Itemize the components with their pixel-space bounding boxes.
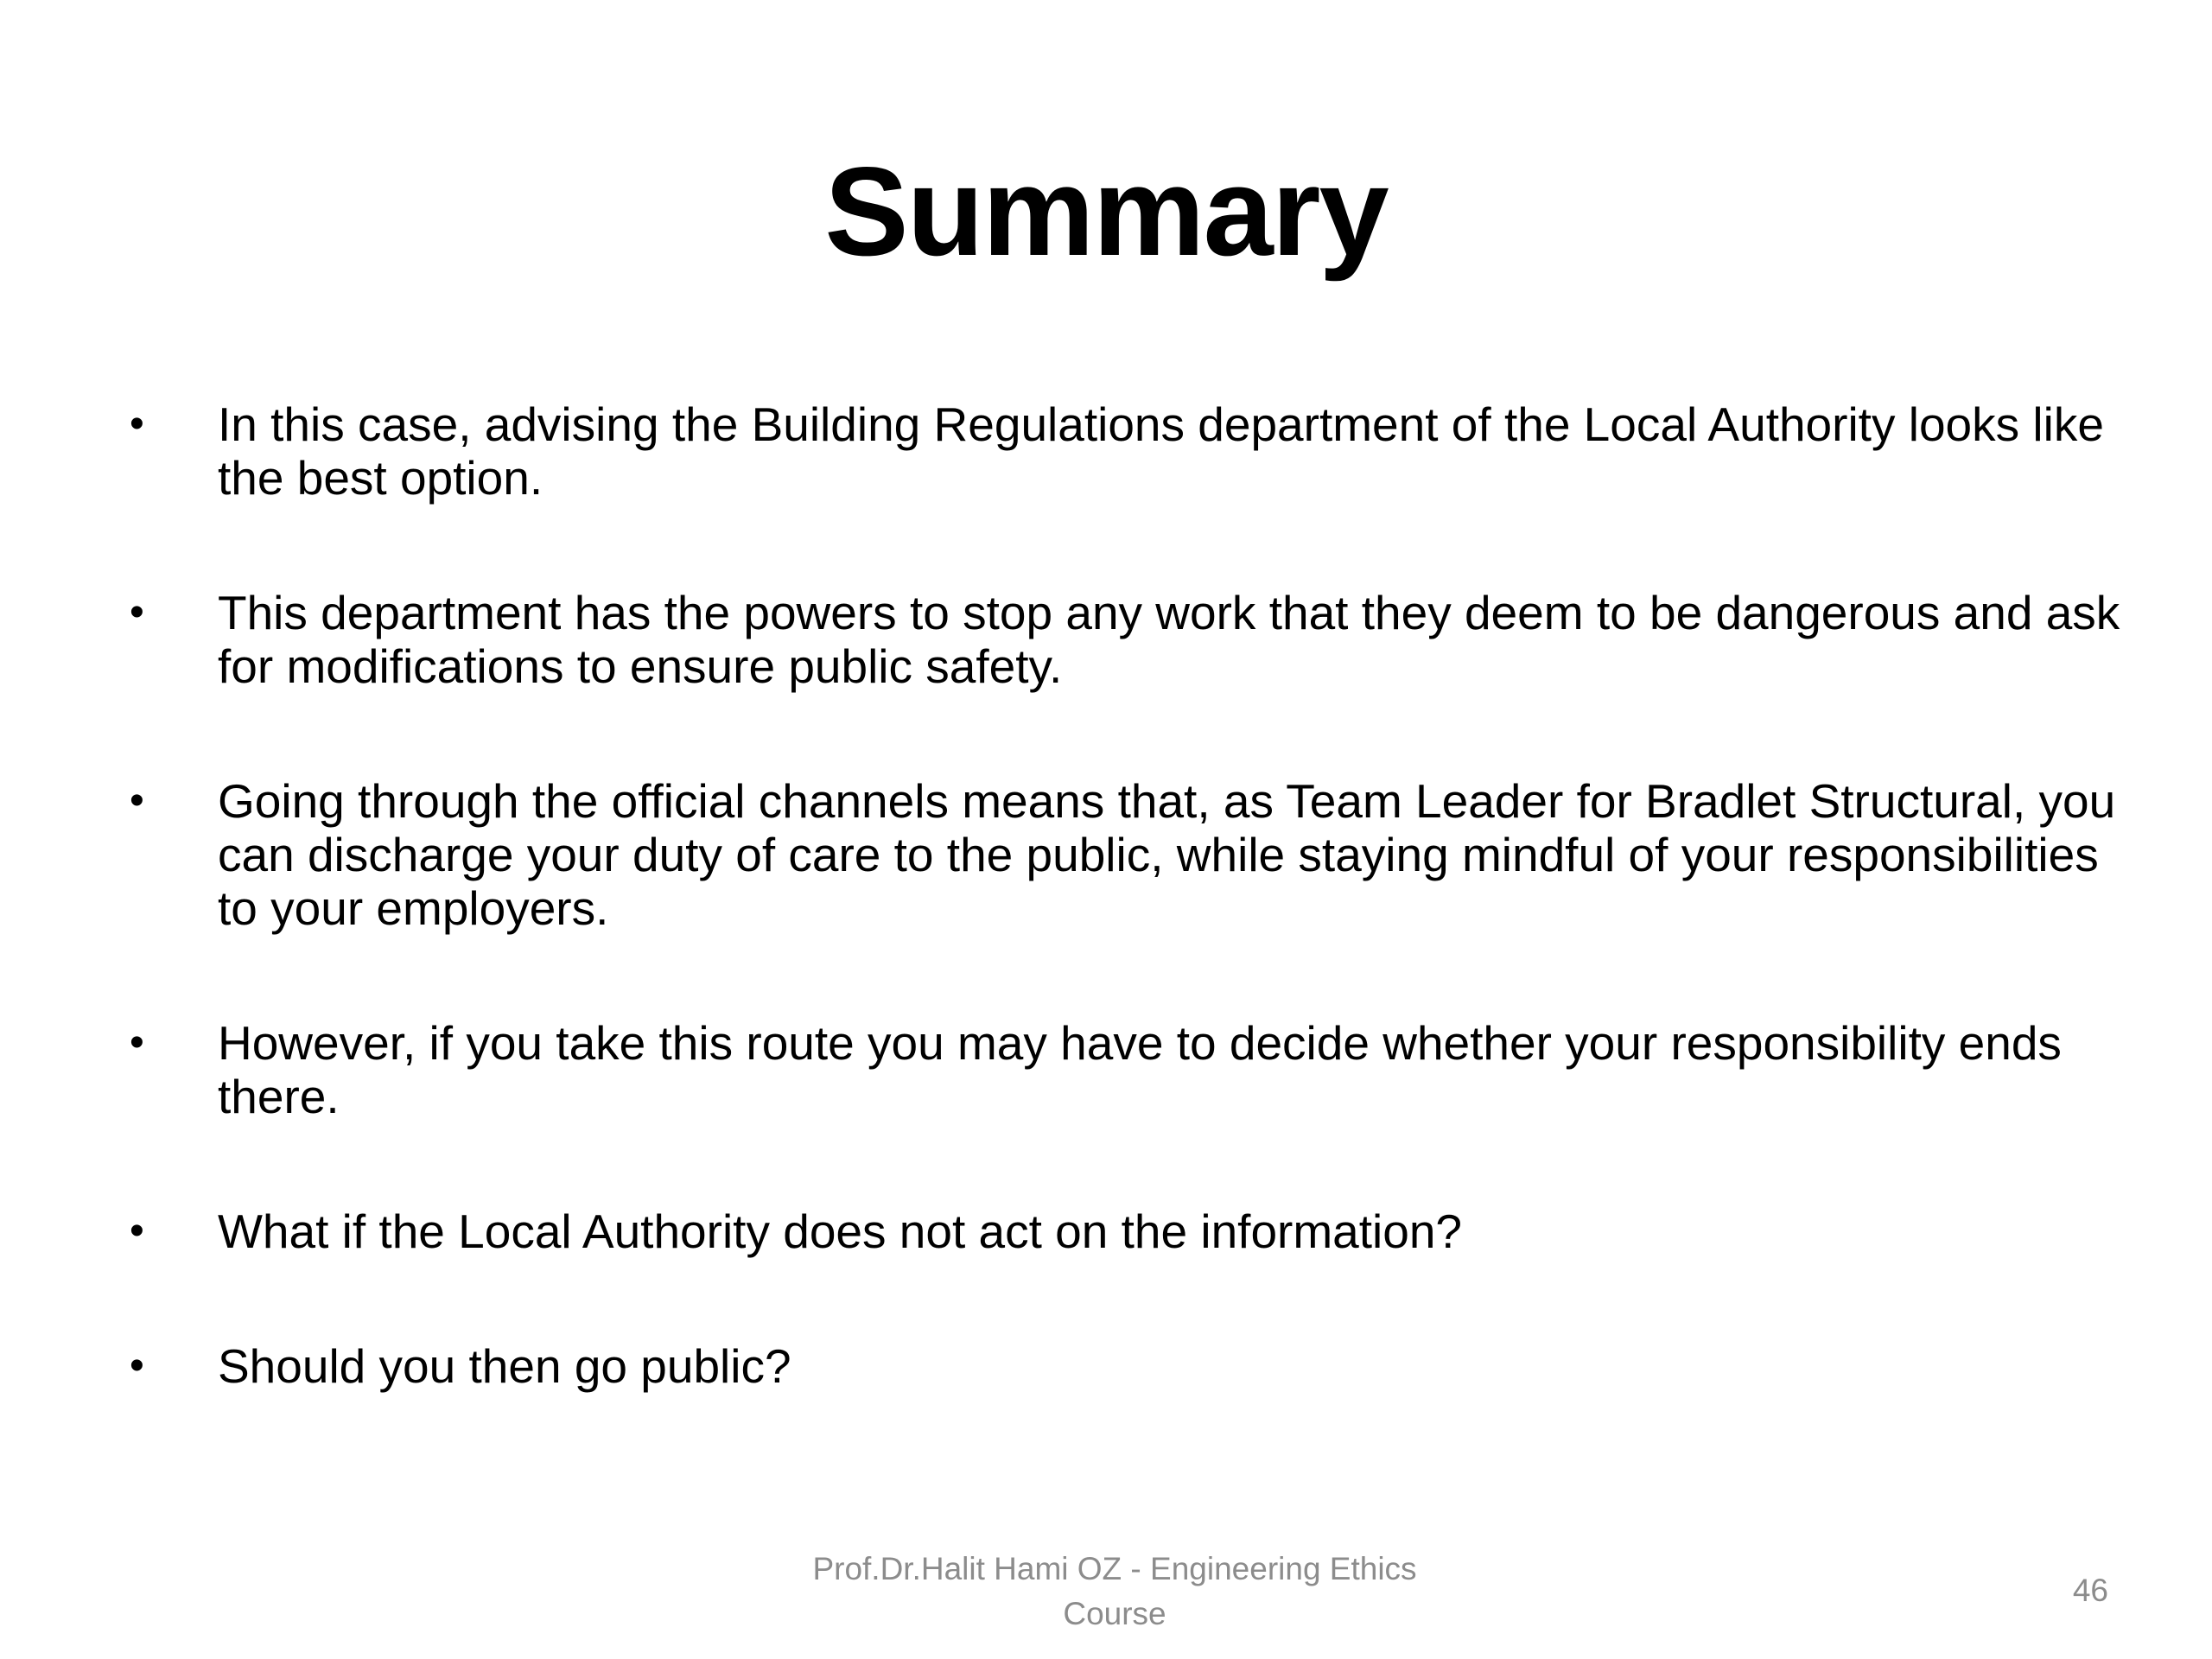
slide-footer: Prof.Dr.Halit Hami OZ - Engineering Ethics Course <box>812 1551 1417 1631</box>
bullet-text: In this case, advising the Building Regulations department of the Local Authority looks like the best option. <box>218 397 2104 505</box>
bullet-marker: • <box>130 1208 144 1254</box>
bullet-marker: • <box>130 589 144 635</box>
bullet-marker: • <box>130 401 144 447</box>
slide-title: Summary <box>824 141 1388 282</box>
bullet-text: However, if you take this route you may have to decide whether your responsibility ends there. <box>218 1016 2062 1123</box>
bullet-text: Should you then go public? <box>218 1339 791 1393</box>
bullet-item <box>130 397 2126 505</box>
bullet-item <box>130 1339 2126 1393</box>
bullet-marker: • <box>130 1343 144 1389</box>
bullet-item <box>130 774 2126 935</box>
bullet-item <box>130 1205 2126 1258</box>
bullet-item <box>130 1016 2126 1123</box>
bullet-item <box>130 586 2126 693</box>
bullet-text: What if the Local Authority does not act on the information? <box>218 1205 1463 1258</box>
bullet-marker: • <box>130 778 144 823</box>
slide-page-number: 46 <box>2072 1573 2108 1608</box>
bullet-text: Going through the official channels means that, as Team Leader for Bradlet Structural, you can discharge your duty of care to the public, while staying mindful of your responsibilities to your employers. <box>218 774 2116 935</box>
bullet-marker: • <box>130 1020 144 1065</box>
bullet-text: This department has the powers to stop any work that they deem to be dangerous and ask for modifications to ensure public safety. <box>218 586 2120 693</box>
bullet-list <box>130 397 2126 1474</box>
